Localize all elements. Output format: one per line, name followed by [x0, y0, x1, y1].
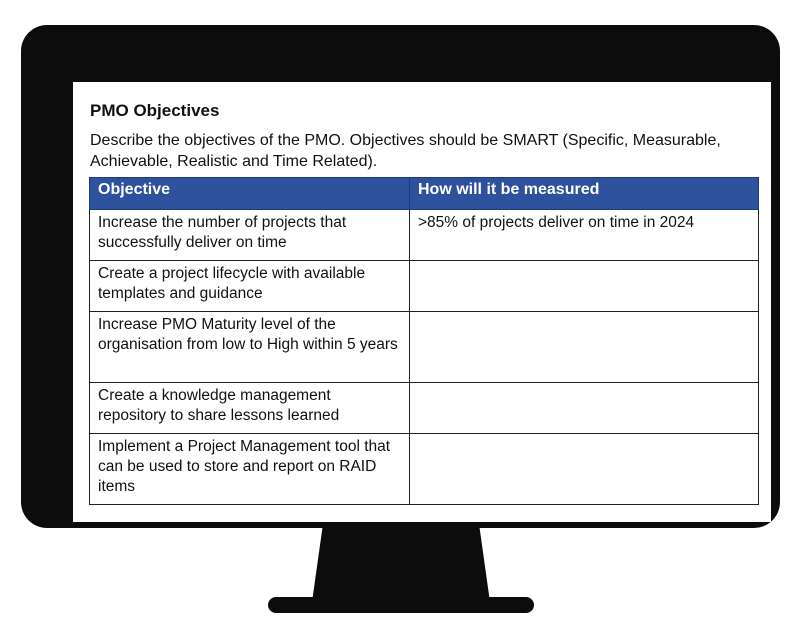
table-row: [90, 434, 759, 505]
table-row: [90, 261, 759, 312]
monitor-frame: [21, 25, 780, 528]
monitor-stand-neck: [312, 526, 490, 602]
measure-cell: >85% of projects deliver on time in 2024: [410, 210, 759, 261]
objective-cell: Increase the number of projects that successfully deliver on time: [90, 210, 410, 261]
objectives-table: [89, 177, 759, 505]
header-measure: How will it be measured: [410, 178, 759, 210]
table-row: [90, 312, 759, 383]
monitor-stand-base: [268, 597, 534, 613]
table-row: [90, 210, 759, 261]
measure-cell: [410, 312, 759, 383]
document-title: PMO Objectives: [90, 101, 220, 120]
document-description: Describe the objectives of the PMO. Objectives should be SMART (Specific, Measurable, Achievable, Realistic and Time Related).: [90, 132, 721, 170]
header-objective: Objective: [90, 178, 410, 210]
objective-cell: Create a project lifecycle with available templates and guidance: [90, 261, 410, 312]
table-header-row: [90, 178, 759, 210]
objective-cell: Create a knowledge management repository to share lessons learned: [90, 383, 410, 434]
measure-cell: [410, 383, 759, 434]
objective-cell: Implement a Project Management tool that can be used to store and report on RAID items: [90, 434, 410, 505]
objective-cell: Increase PMO Maturity level of the organisation from low to High within 5 years: [90, 312, 410, 383]
measure-cell: [410, 261, 759, 312]
monitor-screen: [73, 82, 771, 522]
table-row: [90, 383, 759, 434]
measure-cell: [410, 434, 759, 505]
